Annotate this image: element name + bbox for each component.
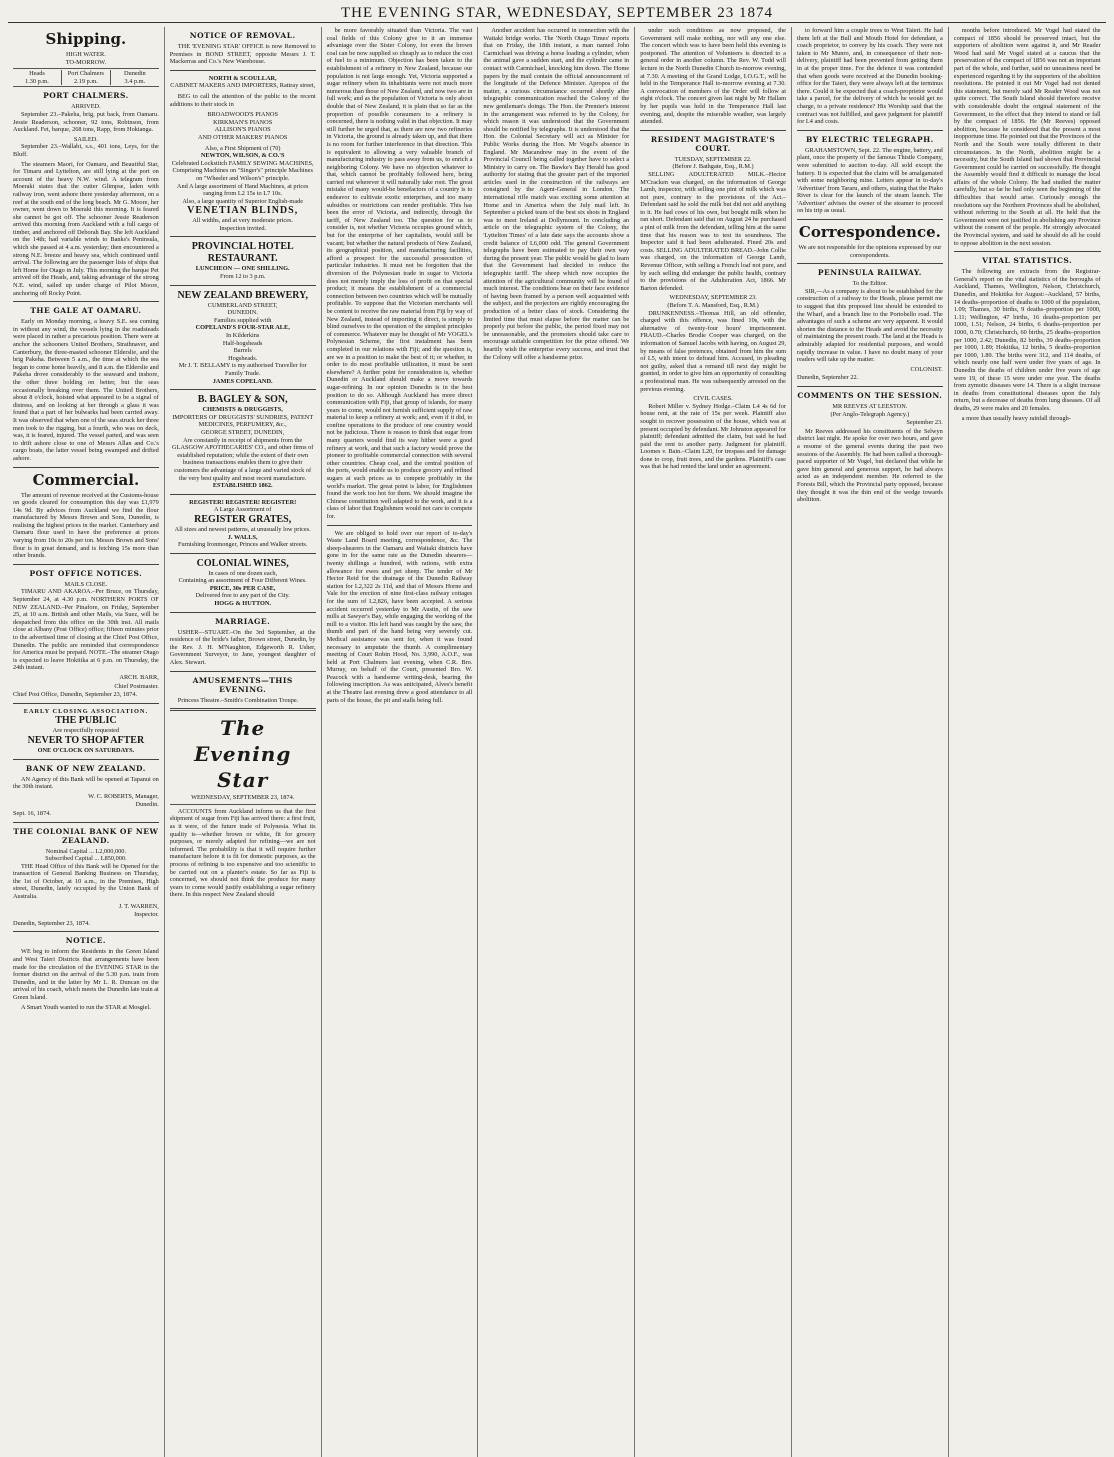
court-text-1: SELLING ADULTERATED MILK.–Hector M'Cracken was charged, on the information of George Lamb, inspector, with selling one pint of milk which was not pure, contrary to the provisions of the Act.–Defendant said he sold the milk but did not add anything to it. He had cows of his own, but bought milk when he ran short. Defendant said that on August 24 he purchased a pint of milk from the defendant, telling him at the same time that his reason was to test its soundness. The Inspector said it had been adulterated. Fined 20s and costs. SELLING ADULTERATED BREAD.–John Collie was charged, on the information of George Lamb, Revenue Officer, with selling a French loaf not pure, and by such selling did endanger the public health, contrary to the provisions of the Adulteration Act, 1866. Mr Barton defended.	[640, 170, 786, 292]
columns	[8, 27, 1106, 1457]
oamaru-text: Early on Monday morning, a heavy S.E. sea coming in without any wind, the vessels lying in the roadsteads were placed in rather a precarious position. There were at anchor the schooners United Brothers, Strathnaver, and Canterbury, the three-masted schooner Elderslie, and the brig Pakeha. Between 5 a.m., the time at which the sea began to come home heavily, and 8 a.m. the Elderslie and Pakeha drove considerably to the seaward and inshore, the other three holding on better, but the seas occasionally breaking over them. The United Brothers, about 8 o'clock, hoisted what appeared to be a signal of distress, and on looking at her through a glass it was found that a part of her bulwarks had been carried away. It was observed that when one of the seas struck her three men took to the rigging, but a fourth, who was on deck, was, it is feared, injured. The vessel parted, and was seen to drift ashore close to one of Messrs Allan and Co.'s cargo boats, the latter vessel being swamped and drifted ashore.	[13, 318, 159, 462]
railway-date: Dunedin, September 22.	[796, 374, 859, 382]
court-date-2: WEDNESDAY, SEPTEMBER 23.	[669, 294, 757, 302]
tide-dunedin: Dunedin 3.4 p.m.	[110, 70, 159, 85]
court-bench-1: (Before J. Bathgate, Esq., R.M.)	[672, 163, 754, 171]
arrived-text: September 23.–Pakeha, brig, put back, from Oamaru. Jessie Readerson, schooner, 92 tons, Robinson, from Auckland. Fet, barque, 268 tons, Rapp, from Hokianga.	[13, 110, 159, 134]
north-text: BEG to call the attention of the public to the recent additions to their stock in	[169, 92, 316, 108]
bnz-place: Dunedin.	[135, 801, 159, 809]
local-news: Another accident has occurred in connection with the Waitaki bridge works. The 'North Otago Times' reports that on Friday, the 18th instant, a man named John Carmichael was driving a horse loading a cylinder, when the animal gave a sudden start, and the cylinder came in contact with Carmichael, knocking him down. The Home papers by the mail contain the official announcement of the longitude of the Defence Minister. Apropos of the matter, a curious circumstance occurred shortly after telegraphic communication reached the Colony of the new gentleman's doings. The Hon. the Premier's interest in the arrangement was referred to by the Colony, for which reason it was understood that the Government should be notified by telegraphs. It is understood that the Hon. the Colonial Secretary will act as Minister for Public Works during the Hon. Mr Vogel's absence in England. Mr Macandrew may in the event of the Provincial Council being called together have to select a Ministry to carry on. The Bawke's Bay Herald has good authority for stating that the greater part of the imported articles used in the construction of the railways are consigned by the Agent-General in London. The international rifle match was exciting some attention at Home and in America when the July mail left. In September a picked team of the best six shots in England was to meet Ireland at Dollymount. In concluding an article on the telegraphic system of the Colony, the 'Lyttelton Times' of a late date says the accounts show a credit balance of L6,000 odd. The general Government telegraphs have been estimated to pay their own way during the present year. The public would be glad to learn that the Government had decided to reduce the telegraphic tariff. The sheep which now occupies the attention of the agricultural community will be found of much interest. The conditions bear on their face evidence of having been framed by a person well acquainted with the subject, and the projectors are rightly encouraging the production of a better class of stock. Considering the limited time that must elapse before the matter can be properly put before the public, the period fixed may not be unreasonable, and the promoters should take care to encourage suitable competition for the prize offered. We heartily wish the enterprise every success, and trust that the Colony will offer a handsome prize.	[483, 27, 630, 361]
correspondence-note: We are not responsible for the opinions expressed by our correspondents.	[798, 244, 942, 259]
colonial-title: Inspector.	[134, 911, 159, 919]
high-water-heading: HIGH WATER.	[66, 51, 106, 58]
nominal-capital: Nominal Capital ... L2,000,000.	[45, 847, 127, 855]
marriage-heading: MARRIAGE.	[215, 616, 271, 626]
lead-article-cont: be more favorably situated than Victoria. The vast coal fields of this Colony give to it an immense advantage over the Sister Colony, for even the brown coal can be now supplied so cheaply as to reduce the cost of fuel to a minimum. Objection has been taken to the establishment of a refinery in New Zealand, because our population is not large enough. Yet, Victoria supported a sugar refinery when its inhabitants were not much more numerous than those of New Zealand, and now two are in full work; and as the population of Victoria is only about double that of New Zealand, it is plain that so far as the proportion of possible consumers to a refinery is concerned, there is nothing valid in that objection. It may still further be urged that, as there are now two refineries in Victoria, the ground is already taken up, and that there is no room for further interference in that direction. This is equivalent to allowing a very valuable branch of manufacturing industry to pass away from us, to enrich a neighboring Colony. We have no objection whatever to that, which cannot be profitably followed here, being carried out wherever it will naturally take root. The great mistake of many would-be benefactors of a country is to endeavor to cultivate exotic enterprises, and too many subsidies or restrictions can render profitable. This has been the error of Victoria, and indirectly, through the tariff, of New Zealand too. The question for us to consider is, not whether Victoria occupies ground which, but for the enterprise of her capitalists, would still be vacant; but whether the natural products of New Zealand, its geographical position, and manufacturing facilities, afford a prospect for the successful prosecution of particular industries. It must not be forgotten that the diversion of the Polynesian trade in sugar to Victoria does not merely imply the loss of profit on that special product; it means the establishment of a commercial connection between two countries which will be mutually profitable. To suppose that the Victorian merchants will be content to receive the raw material from Fiji by way of New Zealand, instead of importing it direct, is simply to blind ourselves to the operation of the simplest principles of commerce. Whatever may be thought of Mr VOGEL's Polynesian Scheme, the first instalment has been completed in our relations with Fiji; and the question is, are we in a position to make the best of it; or whether, in order to do most profitable utilization, it must be sent elsewhere? A further point for consideration is, whether Dunedin or Auckland should make a move towards sugar-refining. In our opinion Dunedin is in the best position to do so. Although Auckland has more direct communication with Fiji, that group of islands, for many years to come, would not furnish sufficient supply of raw material to keep a refinery at work; and, even if it did, to confine operations to the produce of one country would not be judicious. There is reason to think that sugar from many quarters would find its way hither were a good refinery at work, and that such a factory would prove the pioneer to profitable commercial connection with several other countries. Cheap coal, and the central position of the ports, would enable us to produce grocery and refined sugars at such prices as to compete profitably in the world's market. The great point is labor, for Englishmen found the work too hot for them. We should imagine the Chinese constitution well adapted to the work, and it is a class of labor that Englishmen would not care to compete for.	[326, 27, 473, 520]
vital-end: a more than usually heavy rainfall through-	[961, 414, 1071, 422]
marriage-text: USHER—STUART.–On the 3rd September, at the residence of the bride's father, Brown street, Dunedin, by the Rev. J. H. M'Naughton, Edgeworth R. Usher, Government Surveyor, to Jane, youngest daughter of Alex. Stewart.	[169, 628, 316, 667]
court-bench-2: (Before T. A. Mansford, Esq., R.M.)	[667, 302, 759, 309]
reeves-text-cont: months before introduced. Mr Vogel had stated the compact of 1856 should be preserved intact, but the supporters of abolition were against it, and Mr Reader Wood had said Mr Vogel stated at a caucus that the preservation of the compact of 1856 was not an important part of the whole, and further, said no uneasiness need be experienced regarding it by the supporters of the abolition resolutions. He pointed it out Mr Vogel had not denied this statement, but merely said Mr Reader Wood was not quite correct. The South Island should therefore receive with considerable doubt the original statement of the Government, to the effect that they intend to stand or fall by the compact of 1856. He (Mr Reeves) opposed abolition, because he considered that the present a most inopportune time. He pointed out that the Provinces of the North and the South were totally different in their circumstances. In the North, abolition might be a necessity, but the South Island had shown that Provincial Government could be carried on successfully. He thought the Assembly would find it difficult to manage the local affairs of the whole Colony. He had studied the matter carefully, but so far he had only seen the beginning of the difficulties that would arise. Curiously enough the resolutions say the Northern Provinces shall be abolished, without referring to the South at all. He held that the Government were not justified in abolishing any Province without the consent of the people. He strongly advocated the Provincial system, and said he should do all he could to oppose abolition in the next session.	[953, 27, 1101, 247]
amusements-text: Princess Theatre.–Smith's Combination Troupe.	[177, 696, 299, 704]
post-sub: MAILS CLOSE.	[64, 580, 108, 588]
tide-port: Port Chalmers 2.19 p.m.	[61, 70, 110, 85]
north-scoullar-ad: NORTH & SCOULLAR, CABINET MAKERS AND IMPORTERS, Rattray street,	[170, 74, 316, 90]
column-2	[165, 27, 322, 1457]
vital-text: The following are extracts from the Registrar-General's report on the vital statistics of the boroughs of Auckland, Thames, Wellington, Nelson, Christchurch, Dunedin, and Hokitika for August:–Auckland, 57 births, 14 deaths–proportion of deaths to 1000 of the population, 1.09; Thames, 30 births, 9 deaths–proportion per 1000, 1.11; Wellington, 47 births, 16 deaths–proportion per 1000, 1.51; Nelson, 24 births, 6 deaths–proportion per 1000, 0.70; Christchurch, 60 births, 25 deaths–proportion per 1000, 2.42; Dunedin, 82 births, 39 deaths–proportion per 1000, 1.89; Hokitika, 12 births, 5 deaths–proportion per 1000, 1.89. The births were 312, and 114 deaths, of which nearly one half were under five years of age. In Dunedin the deaths of children under five years of age were 19, of these 15 were under one year. The deaths from zymotic diseases were 14. There is a slight increase in deaths from constitutional diseases upon the July return, but a decrease of deaths from lung diseases. Of all deaths, 29 were males and 20 females.	[953, 268, 1101, 412]
telegraph-text: GRAHAMSTOWN, Sept. 22. The engine, battery, and plant, once the property of the famous Thistle Company, were submitted to auction to-day. All sold except the battery. It is expected that the claim will be amalgamated with some neighboring mine. Letters appear in to-day's 'Advertiser' from Tararu, and others, stating that the Piako River is clear for the launch of the steam launch. The 'Advertiser' advises the owner of the steamer to proceed on his trip as usual.	[796, 146, 943, 215]
port-heading: PORT CHALMERS.	[43, 91, 129, 101]
railway-heading: PENINSULA RAILWAY.	[817, 268, 922, 278]
arrived-label: ARRIVED.	[71, 103, 101, 111]
post-heading: POST OFFICE NOTICES.	[29, 568, 143, 578]
sailed-label: SAILED.	[73, 135, 98, 143]
column-3	[322, 27, 479, 1457]
vital-heading: VITAL STATISTICS.	[982, 256, 1073, 266]
column-6	[792, 27, 949, 1457]
commercial-text: The amount of revenue received at the Customs-house on goods cleared for consumption this day was £1,979 14s 9d. By advices from Auckland we find the flour manufactured by Messrs Brown and Sons, Dunedin, is realising the highest prices in the market. Canterbury and Oamaru flour used to have the preference at prices varying from 10s to 20s per ton. Messrs Brown and Sons' flour is in great demand, and is fetching 15s more than other brands.	[13, 491, 159, 560]
court-date-1: TUESDAY, SEPTEMBER 22.	[674, 155, 752, 163]
column-4	[478, 27, 635, 1457]
removal-heading: NOTICE OF REMOVAL.	[189, 31, 296, 40]
telegraph-heading: BY ELECTRIC TELEGRAPH.	[805, 134, 934, 144]
reeves-date: September 23.	[906, 419, 943, 427]
post-sig-date: Chief Post Office, Dunedin, September 23, 1874.	[13, 691, 138, 699]
notice-heading: NOTICE.	[65, 936, 107, 946]
civil-text-cont: to forward him a couple trees to West Taieri. He had them left at the Bull and Mouth Hotel for defendant, a coach proprietor, to convey by his coach. They were not taken to Mr Munro, and, in consequence of their non-delivery, plaintiff had been prevented from getting them in at the proper time. For the defence it was contended that when goods were received at the Dunedin booking-office for the Taieri, they were always left at the terminus there. Could it be expected that a coach-proprietor would take a parcel, for the delivery of which he would get no charge, to a private residence? His Worship said that the contract was not fulfilled, and gave judgment for plaintiff for L4 and costs.	[796, 27, 943, 126]
session-heading: COMMENTS ON THE SESSION.	[797, 390, 943, 400]
notice-text: WE beg to inform the Residents in the Green Island and West Taieri Districts that arrangements have been made for the circulation of the EVENING STAR in the former district on the arrival of the 5.30 p.m. train from Dunedin, and in the latter by Mr L. R. Duncan on the arrival of his coach, which meets the Dunedin late train at Green Island.	[13, 948, 159, 1001]
post-text: TIMARU AND AKAROA.–Per Bruce, on Thursday, September 24, at 4.30 p.m. NORTHERN PORTS OF NEW ZEALAND.–Per Pinafore, on Friday, September 25, at 10 a.m. British and other Mails, via Suez, will be despatched from this office on the 30th inst. All mails close at Albany (Post Office) office; fifteen minutes prior to the advertised time of closing at the Chief Post Office, Dunedin. The public are reminded that correspondence for America must be prepaid. NOTE.–The steamer Otago is expected to leave Hokitika at 6 p.m. on Thursday, the 24th instant.	[13, 588, 159, 672]
lead-article: ACCOUNTS from Auckland inform us that the first shipment of sugar from Fiji has arrived there: a first fruit, as it were, of the future trade of Polynesia. What its quality is—whether brown or white, fit for grocery purposes, or merely adapted for refining—we are not informed. The probability is that it will require further manufacture before it is fit for domestic purposes, as the process of refining is too expensive and too scientific to be carried out on a planter's estate. So far as Fiji is concerned, we should not think the produce for many years to come would justify establishing a sugar refinery there. In this respect New Zealand should	[169, 807, 316, 899]
tide-heads: Heads 1.30 p.m.	[25, 70, 49, 85]
correspondence-heading: Correspondence.	[798, 223, 941, 242]
local-news-cont: under such conditions as now proposed, the Government will make nothing, nor will any one else. The concert which was to have been held this evening is postponed. The attention of Volunteers is directed to a general order in another column. The Rev. W. Todd will lecture in the North Dunedin Church to-morrow evening, at 7.30. A meeting of the Grand Lodge, I.O.G.T., will be held in the Temperance Hall to-morrow evening at 7.30. A convocation of members of the Order will follow at eight o'clock. The concert given last night by Mr Hallam by her pupils was held in the Temperance Hall last evening, and, despite the miserable weather, was largely attended.	[640, 27, 786, 126]
bnz-heading: BANK OF NEW ZEALAND.	[25, 763, 146, 773]
column-7	[949, 27, 1106, 1457]
railway-sig: COLONIST.	[910, 365, 943, 373]
bnz-date: Sept. 16, 1874.	[13, 809, 51, 817]
masthead: THE EVENING STAR, WEDNESDAY, SEPTEMBER 23 1874	[8, 4, 1106, 23]
local-notes: We are obliged to hold over our report of to-day's Waste Land Board meeting, correspondence, &c. The sheep-shearers in the Oamaru and Waitaki districts have gone in for the same rate as the Dunedin shearers—twenty shillings a hundred, with rations, with extra allowance for ewes and pet sheep. The tender of Mr Hector Reid for the drainage of the Dunedin Railway station for L2,322 2s 11d, and that of Messrs Horne and Vale for the erection of nine first-class railway cottages for the sum of L2,826, have been accepted. A serious accident occurred yesterday to Mr Austin, of the saw mills at Sawyer's Bay, while engaging the working of the mill to a visitor. His left hand was caught by the saw, the thumb and part of the hand being very severely cut. Medical assistance was sent for, when it was found necessary to amputate the thumb. A complimentary meeting of Court Robin Hood, No. 3,990, A.O.F., was held at Port Chalmers last evening, when C.R. Bro. Murray, on behalf of the Court, presented Bro. W. Peacock with a handsome writing-desk, bearing the following inscription. As was anticipated, Alves's benefit at the Theatre last evening drew a good attendance to all parts of the house, the pit and stalls being full.	[326, 529, 473, 704]
post-sig-title: Chief Postmaster.	[114, 682, 159, 690]
colonial-text: THE Head Office of this Bank will be Opened for the transaction of General Banking Business on Thursday, the 1st of October, at 10 a.m., in the Premises, High street, Dunedin, lately occupied by the Union Bank of Australia.	[13, 862, 159, 901]
colonial-sig: J. T. WARREN,	[118, 902, 159, 910]
bnz-text: AN Agency of this Bank will be opened at Tapanui on the 30th instant.	[13, 775, 159, 791]
railway-sub: To the Editor.	[852, 280, 888, 288]
bnz-sig: W. C. ROBERTS, Manager,	[88, 792, 159, 800]
amusements-heading: AMUSEMENTS—THIS EVENING.	[192, 675, 293, 694]
commercial-heading: Commercial.	[32, 470, 140, 489]
civil-text: Robert Miller v. Sydney Hodge.–Claim L4 4s 6d for house rent, at the rate of 15s per week. Plaintiff also sought to recover possession of the house, which was at present occupied by defendant. Mr Johnston appeared for plaintiff; defendant admitted the claim, but said he had paid the rent to another party. Judgment for plaintiff. Loomes v. Bain.–Claim L20, for trespass and for damage done to crop, fruit trees, and the gardens. Plaintiff's case was that he had rented the land under an agreement.	[640, 402, 786, 471]
court-heading: RESIDENT MAGISTRATE'S COURT.	[650, 134, 776, 153]
removal-text: THE 'EVENING STAR' OFFICE is now Removed to Premises in BOND STREET, opposite Messrs J. T. Mackerras and Co.'s New Warehouse.	[169, 43, 316, 66]
oamaru-heading: THE GALE AT OAMARU.	[30, 306, 142, 316]
subscribed-capital: Subscribed Capital ... L850,000.	[45, 855, 127, 863]
sailed-text: September 23.–Wallabi, s.s., 401 tons, Leys, for the Bluff.	[13, 143, 159, 158]
shipping-news: The steamers Maori, for Oamaru, and Beautiful Star, for Timaru and Lyttelton, are still lying at the port on account of the heavy N.W. wind. A telegram from Moeraki states that the cutter Glimpse, laden with railway iron, went ashore there yesterday afternoon, on a reef at the south end of the long beach. Mr G. Moore, her owner, went down to Moeraki this morning. It is feared she cannot be got off. The schooner Jessie Readerson arrived this morning from Auckland with a full cargo of timber, and anchored off Deborah Bay. She left Auckland on the 14th; had variable winds to Banks's Peninsula, which she passed at 4 a.m. yesterday; then encountered a strong N.E. breeze and heavy sea, which continued until arrival. The following are the passenger lists of ships that left Home for Otago in July. This morning the barque Pet arrived off the Heads, and, taking advantage of the strong N.E. wind, sailed up under charge of Pilot Moore, anchoring off Rocky Point.	[13, 160, 159, 297]
reeves-sub: (Per Anglo-Telegraph Agency.)	[830, 410, 910, 418]
column-1	[8, 27, 165, 1457]
reeves-text: Mr Reeves addressed his constituents of the Selwyn district last night. He spoke for over two hours, and gave a resume of the general events during the past two sessions of the Assembly. He had been called a thorough-paced supporter of Mr Vogel, but declared that while he gave him general and generous support, he had always acted as an independent member. He referred to the Forests Bill, which the Provincial party opposed, because they thought it was the thin end of the wedge towards abolition.	[796, 427, 943, 504]
register-ad: REGISTER! REGISTER! REGISTER! A Large Assortment of REGISTER GRATES, All sizes and newest patterns, at unusually low prices. J. WALLS, Furnishing Ironmonger, Princes and Walker streets.	[174, 498, 311, 549]
flag-date: WEDNESDAY, SEPTEMBER 23, 1874.	[170, 794, 316, 805]
colonial-heading: THE COLONIAL BANK OF NEW ZEALAND.	[13, 826, 159, 845]
reeves-heading: MR REEVES AT LEESTON.	[832, 402, 908, 410]
sewing-ad: Also, a First Shipment of (70) NEWTON, WILSON, & CO.'S Celebrated Lockstitch FAMILY SEWING MACHINES, Comprising Machines on "Singer's" principle Machines on "Wheeler and Wilson's" principle. And A large assortment of Hand Machines, at prices ranging from L2 15s to L7 10s. Also, a large quantity of Superior English-made VENETIAN BLINDS, All widths, and at very moderate prices. Inspection invited.	[171, 144, 314, 232]
column-5	[635, 27, 792, 1457]
colonial-date: Dunedin, September 23, 1874.	[13, 919, 90, 927]
shipping-heading: Shipping.	[45, 30, 127, 48]
tide-table	[13, 68, 159, 87]
pianos-list: BROADWOOD'S PIANOS KIRKMAN'S PIANOS ALLISON'S PIANOS AND OTHER MAKERS' PIANOS	[197, 111, 288, 141]
bagley-ad: B. BAGLEY & SON, CHEMISTS & DRUGGISTS, IMPORTERS OF DRUGGISTS' SUNDRIES, PATENT MEDICINES, PERFUMERY, &c., GEORGE STREET, DUNEDIN, Are constantly in receipt of shipments from the GLASGOW APOTHECARIES' CO., and other firms of established reputation; while the extent of their own business transactions enables them to give their customers the advantage of a large and varied stock of the very best quality and most recent manufacture. ESTABLISHED 1862.	[172, 394, 314, 490]
newspaper-flag: The Evening Star	[194, 716, 292, 793]
railway-text: SIR,—As a company is about to be established for the construction of a railway to the Heads, please permit me to suggest that this proposed line should be extended to the Wharf, and a branch line to the Portobello road. The advantages of such a scheme are very apparent. It would shorten the distance to the Heads and avoid the necessity of maintaining the present roads. The land at the Heads is admirably adapted for residential purposes, and would rapidly increase in value. I have no doubt many of your readers will take up the matter.	[796, 287, 943, 364]
early-closing-ad: EARLY CLOSING ASSOCIATION. THE PUBLIC Are respectfully requested NEVER TO SHOP AFTER ONE O'CLOCK ON SATURDAYS.	[23, 707, 149, 754]
high-water-sub: TO-MORROW.	[65, 58, 107, 66]
civil-heading: CIVIL CASES.	[693, 395, 733, 403]
brewery-ad: NEW ZEALAND BREWERY, CUMBERLAND STREET, DUNEDIN. Families supplied with COPELAND'S FOUR-STAR ALE, In Kilderkins Half-hogsheads Barrels Hogsheads. Mr J. T. BELLAMY is my authorised Traveller for Family Trade. JAMES COPELAND.	[177, 289, 308, 385]
notice-youth: A Smart Youth wanted to run the STAR at Mosgiel.	[21, 1003, 151, 1011]
hotel-ad: PROVINCIAL HOTEL RESTAURANT. LUNCHEON — ONE SHILLING. From 12 to 3 p.m.	[191, 241, 294, 281]
court-text-2: DRUNKENNESS.–Thomas Hill, an old offender, charged with this offence, was fined 10s, with the alternative of twenty-four hours' imprisonment. FRAUD.–Charles Brodie Cooper was charged, on the information of Samuel Jacobs with having, on August 29, by means of false pretences, obtained from him the sum of L5, with intent to defraud him. Accused, in pleading not guilty, asked that a remand till next day might be granted, in order to give him an opportunity of consulting a professional man. He was subsequently arrested on the previous evening.	[640, 309, 786, 393]
wines-ad: COLONIAL WINES, In cases of one dozen each, Containing an assortment of Four Different Wines. PRICE, 30s PER CASE, Delivered free to any part of the City. HOGG & HUTTON.	[178, 557, 307, 608]
post-sig-name: ARCH. BARR,	[119, 673, 159, 681]
